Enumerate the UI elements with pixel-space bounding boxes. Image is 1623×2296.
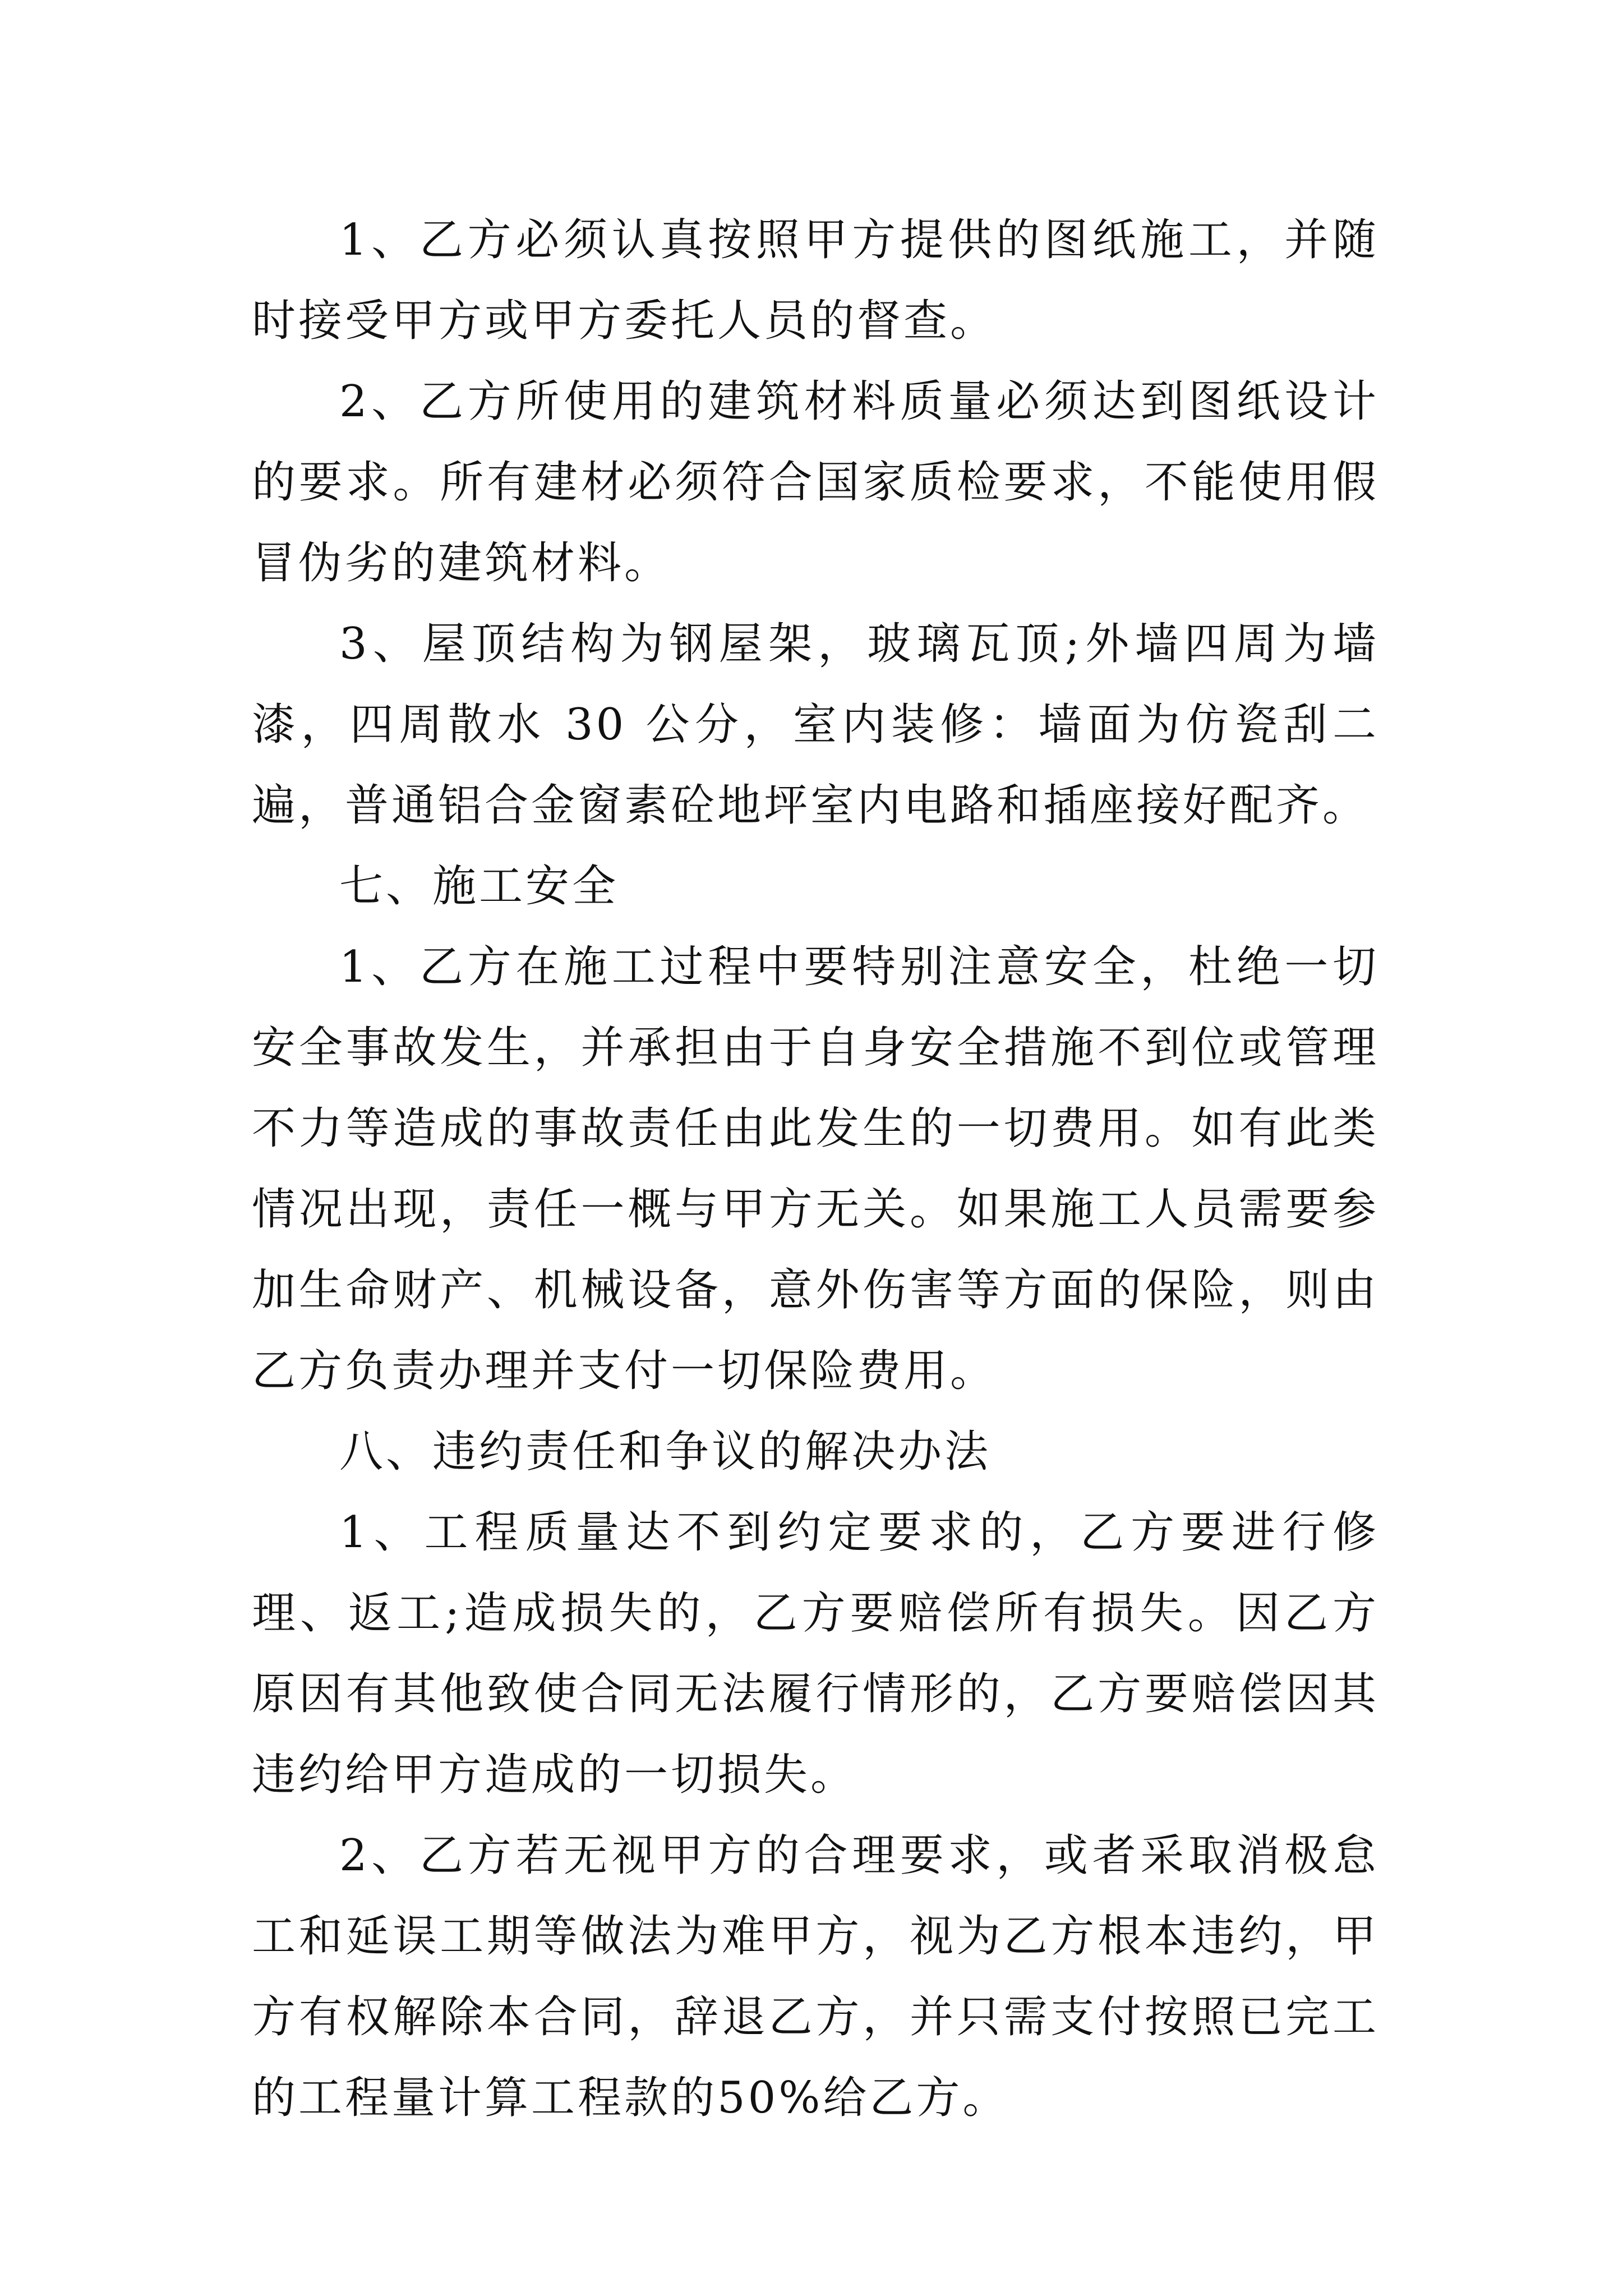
clause-paragraph: 1、工程质量达不到约定要求的，乙方要进行修理、返工;造成损失的，乙方要赔偿所有损失。因乙方原因有其他致使合同无法履行情形的，乙方要赔偿因其违约给甲方造成的一切损失。 xyxy=(252,1507,1379,1800)
clause-paragraph: 1、乙方必须认真按照甲方提供的图纸施工，并随时接受甲方或甲方委托人员的督查。 xyxy=(252,215,1379,346)
document-body xyxy=(252,200,1379,2138)
section-heading: 七、施工安全 xyxy=(339,861,619,912)
section-heading: 八、违约责任和争议的解决办法 xyxy=(339,1427,992,1477)
clause-paragraph: 2、乙方若无视甲方的合理要求，或者采取消极怠工和延误工期等做法为难甲方，视为乙方根本违约，甲方有权解除本合同，辞退乙方，并只需支付按照已完工的工程量计算工程款的50%给乙方。 xyxy=(252,1830,1379,2123)
clause-paragraph: 1、乙方在施工过程中要特别注意安全，杜绝一切安全事故发生，并承担由于自身安全措施不到位或管理不力等造成的事故责任由此发生的一切费用。如有此类情况出现，责任一概与甲方无关。如果施工人员需要参加生命财产、机械设备，意外伤害等方面的保险，则由乙方负责办理并支付一切保险费用。 xyxy=(252,942,1379,1396)
clause-paragraph: 3、屋顶结构为钢屋架，玻璃瓦顶;外墙四周为墙漆，四周散水 30 公分，室内装修：墙面为仿瓷刮二遍，普通铝合金窗素砼地坪室内电路和插座接好配齐。 xyxy=(252,619,1379,831)
clause-paragraph: 2、乙方所使用的建筑材料质量必须达到图纸设计的要求。所有建材必须符合国家质检要求，不能使用假冒伪劣的建筑材料。 xyxy=(252,376,1379,588)
